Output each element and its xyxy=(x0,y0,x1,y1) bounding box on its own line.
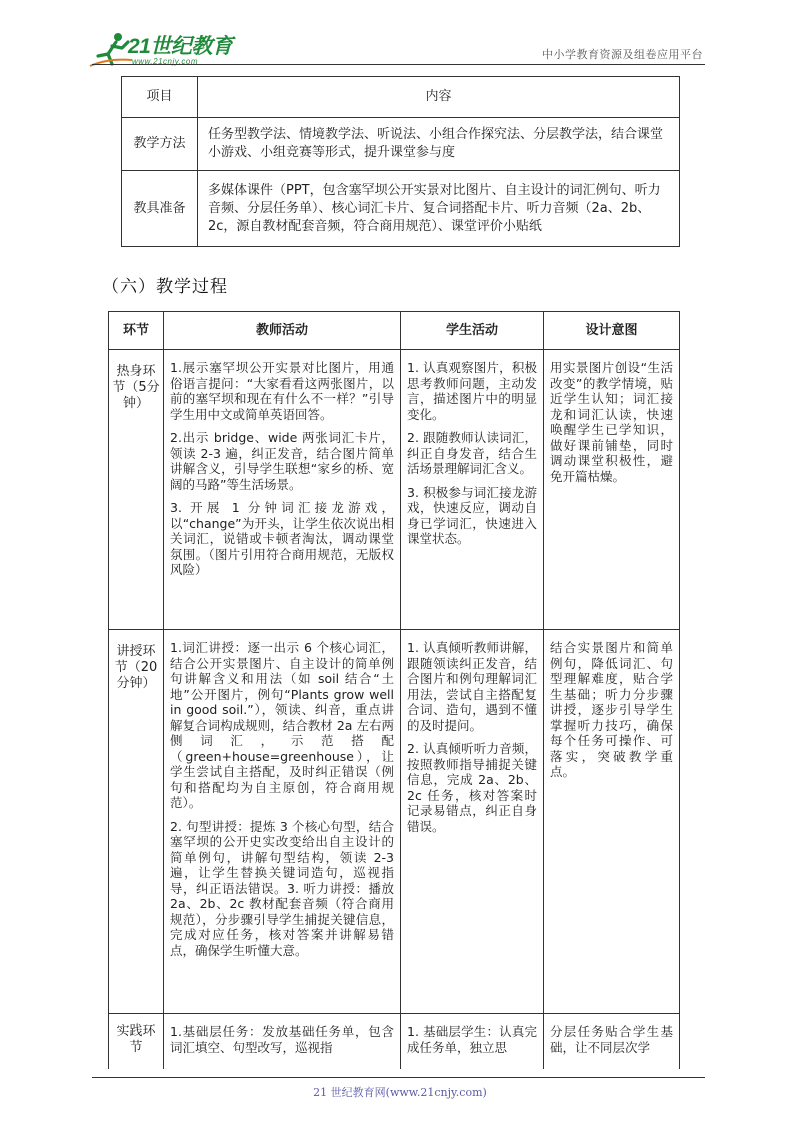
site-logo[interactable] xyxy=(88,30,248,72)
header-stage: 环节 xyxy=(109,312,164,350)
student-step: 1. 认真倾听教师讲解，跟随领读纠正发音，结合图片和例句理解词汇用法，尝试自主搭配复合词、造句，遇到不懂的及时提问。 xyxy=(407,640,537,733)
student-step: 2. 跟随教师认读词汇，纠正自身发音，结合生活场景理解词汇含义。 xyxy=(407,430,537,476)
page-header xyxy=(0,0,800,75)
process-row-teaching xyxy=(109,630,680,1014)
teacher-activity xyxy=(164,350,401,630)
design-intent xyxy=(544,1014,680,1070)
student-step: 2. 认真倾听听力音频，按照教师指导捕捉关键信息，完成 2a、2b、2c 任务，核对答案时记录易错点，纠正自身错误。 xyxy=(407,741,537,834)
teacher-step: 1.基础层任务：发放基础任务单，包含词汇填空、句型改写，巡视指 xyxy=(170,1024,394,1055)
header-content: 内容 xyxy=(198,77,680,118)
info-row-content: 任务型教学法、情境教学法、听说法、小组合作探究法、分层教学法，结合课堂小游戏、小组竞赛等形式，提升课堂参与度 xyxy=(198,118,680,171)
student-activity xyxy=(401,350,544,630)
process-row-warmup xyxy=(109,350,680,630)
stage-label: 实践环节 xyxy=(109,1014,164,1070)
info-row-label: 教学方法 xyxy=(122,118,198,171)
info-row xyxy=(122,171,680,247)
design-intent xyxy=(544,630,680,1014)
header-intent: 设计意图 xyxy=(544,312,680,350)
process-row-practice xyxy=(109,1014,680,1070)
teacher-step: 1.展示塞罕坝公开实景对比图片，用通俗语言提问：“大家看看这两张图片，以前的塞罕坝和现在有什么不一样？”引导学生用中文或简单英语回答。 xyxy=(170,360,394,422)
student-step: 1. 基础层学生：认真完成任务单，独立思 xyxy=(407,1024,537,1055)
teacher-step: 2.出示 bridge、wide 两张词汇卡片，领读 2-3 遍，纠正发音，结合图片简单讲解含义，引导学生联想“家乡的桥、宽阔的马路”等生活场景。 xyxy=(170,430,394,492)
teacher-step: 1.词汇讲授：逐一出示 6 个核心词汇，结合公开实景图片、自主设计的简单例句讲解含义和用法（如 soil 结合“土地”公开图片，例句“Plants grow well in good soil.”），领读、纠音，重点讲解复合词构成规则，结合教材 2a 左右两侧词汇，示范搭配（green+house=greenhouse），让学生尝试自主搭配，及时纠正错误（例句和搭配均为自主原创，符合商用规范）。 xyxy=(170,640,394,810)
student-step: 3. 积极参与词汇接龙游戏，快速反应，调动自身已学词汇，快速进入课堂状态。 xyxy=(407,484,537,546)
header-divider xyxy=(92,64,705,65)
footer-link[interactable]: 21 世纪教育网(www.21cnjy.com) xyxy=(313,1086,487,1099)
header-teacher: 教师活动 xyxy=(164,312,401,350)
info-table-header xyxy=(122,77,680,118)
student-step: 1. 认真观察图片，积极思考教师问题，主动发言，描述图片中的明显变化。 xyxy=(407,360,537,422)
stage-label: 讲授环节（20分钟） xyxy=(109,630,164,1014)
student-activity xyxy=(401,1014,544,1070)
header-student: 学生活动 xyxy=(401,312,544,350)
teacher-step: 3. 开展 1 分钟词汇接龙游戏，以“change”为开头，让学生依次说出相关词汇，说错或卡顿者淘汰，调动课堂氛围。（图片引用符合商用规范，无版权风险） xyxy=(170,500,394,577)
teacher-activity xyxy=(164,630,401,1014)
student-activity xyxy=(401,630,544,1014)
intent-text: 分层任务贴合学生基础，让不同层次学 xyxy=(550,1024,673,1055)
footer-divider xyxy=(92,1077,705,1078)
teacher-activity xyxy=(164,1014,401,1070)
info-row xyxy=(122,118,680,171)
info-table xyxy=(121,76,680,247)
intent-text: 用实景图片创设“生活改变”的教学情境，贴近学生认知；词汇接龙和词汇认读，快速唤醒学生已学知识，做好课前铺垫，同时调动课堂积极性，避免开篇枯燥。 xyxy=(550,360,673,484)
info-row-content: 多媒体课件（PPT，包含塞罕坝公开实景对比图片、自主设计的词汇例句、听力音频、分层任务单）、核心词汇卡片、复合词搭配卡片、听力音频（2a、2b、2c，源自教材配套音频，符合商用规范）、课堂评价小贴纸 xyxy=(198,171,680,247)
process-table-header xyxy=(109,312,680,350)
process-table xyxy=(108,311,680,1069)
design-intent xyxy=(544,350,680,630)
logo-url: www.21cnjy.com xyxy=(132,57,198,66)
intent-text: 结合实景图片和简单例句，降低词汇、句型理解难度，贴合学生基础；听力分步骤讲授，逐步引导学生掌握听力技巧，确保每个任务可操作、可落实，突破教学重点。 xyxy=(550,640,673,779)
header-item: 项目 xyxy=(122,77,198,118)
logo-text: 21世纪教育 xyxy=(128,35,233,58)
platform-name: 中小学教育资源及组卷应用平台 xyxy=(542,48,703,61)
teacher-step: 2. 句型讲授：提炼 3 个核心句型，结合塞罕坝的公开史实改变给出自主设计的简单例句，讲解句型结构，领读 2-3 遍，让学生替换关键词造句，巡视指导，纠正语法错误。3. 听力讲授：播放 2a、2b、2c 教材配套音频（符合商用规范），分步骤引导学生捕捉关键信息，完成对应任务，核对答案并讲解易错点，确保学生听懂大意。 xyxy=(170,818,394,958)
section-title: （六）教学过程 xyxy=(102,277,228,297)
stage-label: 热身环节（5分钟） xyxy=(109,350,164,630)
info-row-label: 教具准备 xyxy=(122,171,198,247)
